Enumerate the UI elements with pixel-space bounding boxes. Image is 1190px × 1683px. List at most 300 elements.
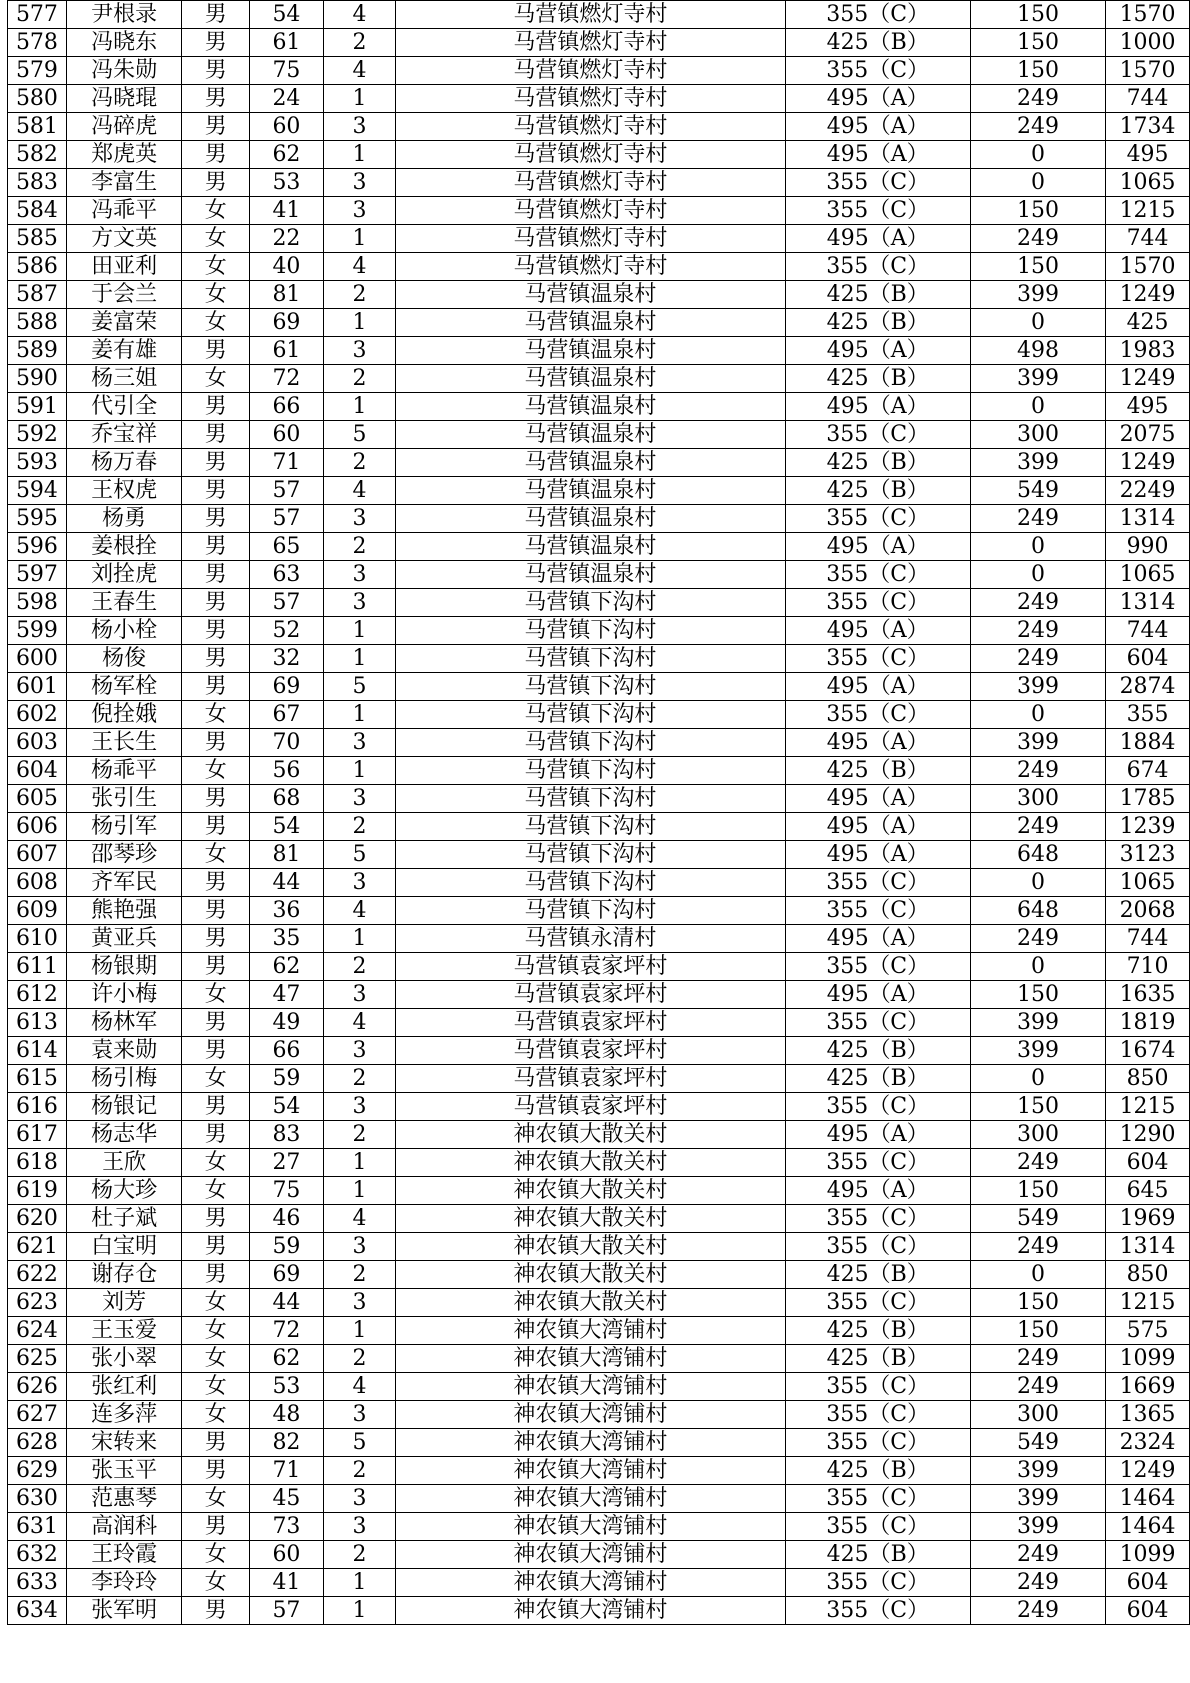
subsidy-cell: 249: [970, 813, 1105, 841]
village-cell: 马营镇燃灯寺村: [396, 85, 785, 113]
standard-level-cell: 425（B）: [785, 1065, 970, 1093]
age-cell: 54: [250, 813, 324, 841]
name-cell: 刘芳: [66, 1289, 182, 1317]
age-cell: 44: [250, 1289, 324, 1317]
serial-number-cell: 608: [8, 869, 67, 897]
subsidy-cell: 549: [970, 1205, 1105, 1233]
gender-cell: 男: [182, 785, 250, 813]
table-row: [8, 729, 1190, 757]
subsidy-cell: 0: [970, 169, 1105, 197]
serial-number-cell: 625: [8, 1345, 67, 1373]
subsidy-cell: 150: [970, 1289, 1105, 1317]
name-cell: 王春生: [66, 589, 182, 617]
village-cell: 马营镇温泉村: [396, 561, 785, 589]
village-cell: 马营镇温泉村: [396, 309, 785, 337]
table-row: [8, 1149, 1190, 1177]
age-cell: 67: [250, 701, 324, 729]
total-cell: 604: [1106, 1569, 1190, 1597]
household-size-cell: 2: [323, 1541, 396, 1569]
age-cell: 75: [250, 1177, 324, 1205]
subsidy-cell: 0: [970, 309, 1105, 337]
name-cell: 王长生: [66, 729, 182, 757]
gender-cell: 男: [182, 813, 250, 841]
total-cell: 2068: [1106, 897, 1190, 925]
serial-number-cell: 628: [8, 1429, 67, 1457]
table-row: [8, 85, 1190, 113]
household-size-cell: 2: [323, 449, 396, 477]
village-cell: 马营镇燃灯寺村: [396, 169, 785, 197]
serial-number-cell: 633: [8, 1569, 67, 1597]
household-size-cell: 2: [323, 1261, 396, 1289]
subsidy-cell: 249: [970, 1373, 1105, 1401]
standard-level-cell: 495（A）: [785, 925, 970, 953]
subsidy-cell: 498: [970, 337, 1105, 365]
total-cell: 495: [1106, 393, 1190, 421]
table-row: [8, 1009, 1190, 1037]
table-row: [8, 785, 1190, 813]
household-size-cell: 2: [323, 365, 396, 393]
serial-number-cell: 583: [8, 169, 67, 197]
household-size-cell: 1: [323, 309, 396, 337]
standard-level-cell: 425（B）: [785, 1317, 970, 1345]
total-cell: 1000: [1106, 29, 1190, 57]
gender-cell: 男: [182, 1429, 250, 1457]
gender-cell: 男: [182, 645, 250, 673]
age-cell: 59: [250, 1233, 324, 1261]
table-row: [8, 477, 1190, 505]
name-cell: 刘拴虎: [66, 561, 182, 589]
subsidy-cell: 399: [970, 1513, 1105, 1541]
name-cell: 袁来勋: [66, 1037, 182, 1065]
total-cell: 1635: [1106, 981, 1190, 1009]
age-cell: 69: [250, 1261, 324, 1289]
gender-cell: 男: [182, 477, 250, 505]
serial-number-cell: 596: [8, 533, 67, 561]
standard-level-cell: 355（C）: [785, 197, 970, 225]
village-cell: 马营镇燃灯寺村: [396, 113, 785, 141]
age-cell: 72: [250, 365, 324, 393]
serial-number-cell: 615: [8, 1065, 67, 1093]
gender-cell: 男: [182, 925, 250, 953]
age-cell: 66: [250, 393, 324, 421]
serial-number-cell: 604: [8, 757, 67, 785]
gender-cell: 男: [182, 673, 250, 701]
serial-number-cell: 599: [8, 617, 67, 645]
gender-cell: 男: [182, 1, 250, 29]
subsidy-cell: 150: [970, 1093, 1105, 1121]
standard-level-cell: 425（B）: [785, 1457, 970, 1485]
name-cell: 张军明: [66, 1597, 182, 1625]
table-row: [8, 1401, 1190, 1429]
name-cell: 姜有雄: [66, 337, 182, 365]
total-cell: 3123: [1106, 841, 1190, 869]
age-cell: 72: [250, 1317, 324, 1345]
name-cell: 冯晓东: [66, 29, 182, 57]
household-size-cell: 3: [323, 561, 396, 589]
standard-level-cell: 425（B）: [785, 1037, 970, 1065]
subsidy-cell: 249: [970, 617, 1105, 645]
serial-number-cell: 632: [8, 1541, 67, 1569]
standard-level-cell: 355（C）: [785, 897, 970, 925]
village-cell: 神农镇大湾铺村: [396, 1597, 785, 1625]
household-size-cell: 3: [323, 785, 396, 813]
table-row: [8, 253, 1190, 281]
table-row: [8, 1261, 1190, 1289]
village-cell: 马营镇袁家坪村: [396, 1009, 785, 1037]
standard-level-cell: 495（A）: [785, 813, 970, 841]
subsidy-cell: 249: [970, 1569, 1105, 1597]
subsidy-cell: 150: [970, 253, 1105, 281]
age-cell: 47: [250, 981, 324, 1009]
age-cell: 36: [250, 897, 324, 925]
standard-level-cell: 355（C）: [785, 1205, 970, 1233]
household-size-cell: 1: [323, 85, 396, 113]
total-cell: 850: [1106, 1261, 1190, 1289]
serial-number-cell: 622: [8, 1261, 67, 1289]
total-cell: 710: [1106, 953, 1190, 981]
subsidy-cell: 150: [970, 981, 1105, 1009]
household-size-cell: 5: [323, 421, 396, 449]
age-cell: 54: [250, 1, 324, 29]
name-cell: 杨军栓: [66, 673, 182, 701]
household-size-cell: 2: [323, 29, 396, 57]
standard-level-cell: 495（A）: [785, 617, 970, 645]
standard-level-cell: 355（C）: [785, 561, 970, 589]
serial-number-cell: 611: [8, 953, 67, 981]
household-size-cell: 4: [323, 253, 396, 281]
household-size-cell: 1: [323, 1149, 396, 1177]
serial-number-cell: 629: [8, 1457, 67, 1485]
gender-cell: 女: [182, 1317, 250, 1345]
standard-level-cell: 495（A）: [785, 841, 970, 869]
subsidy-cell: 399: [970, 1009, 1105, 1037]
name-cell: 冯乖平: [66, 197, 182, 225]
age-cell: 27: [250, 1149, 324, 1177]
subsidy-cell: 0: [970, 869, 1105, 897]
serial-number-cell: 588: [8, 309, 67, 337]
total-cell: 1249: [1106, 1457, 1190, 1485]
household-size-cell: 3: [323, 1289, 396, 1317]
village-cell: 马营镇下沟村: [396, 729, 785, 757]
household-size-cell: 2: [323, 813, 396, 841]
table-row: [8, 449, 1190, 477]
name-cell: 谢存仓: [66, 1261, 182, 1289]
name-cell: 李玲玲: [66, 1569, 182, 1597]
household-size-cell: 1: [323, 757, 396, 785]
village-cell: 马营镇下沟村: [396, 897, 785, 925]
serial-number-cell: 612: [8, 981, 67, 1009]
name-cell: 齐军民: [66, 869, 182, 897]
household-size-cell: 1: [323, 1597, 396, 1625]
gender-cell: 男: [182, 337, 250, 365]
age-cell: 81: [250, 281, 324, 309]
serial-number-cell: 600: [8, 645, 67, 673]
village-cell: 马营镇温泉村: [396, 365, 785, 393]
standard-level-cell: 425（B）: [785, 477, 970, 505]
age-cell: 66: [250, 1037, 324, 1065]
name-cell: 杜子斌: [66, 1205, 182, 1233]
table-row: [8, 365, 1190, 393]
total-cell: 1464: [1106, 1513, 1190, 1541]
standard-level-cell: 355（C）: [785, 1009, 970, 1037]
serial-number-cell: 603: [8, 729, 67, 757]
household-size-cell: 2: [323, 1121, 396, 1149]
household-size-cell: 1: [323, 141, 396, 169]
total-cell: 425: [1106, 309, 1190, 337]
gender-cell: 男: [182, 1121, 250, 1149]
table-row: [8, 393, 1190, 421]
village-cell: 马营镇燃灯寺村: [396, 29, 785, 57]
subsidy-cell: 300: [970, 421, 1105, 449]
household-size-cell: 3: [323, 729, 396, 757]
village-cell: 马营镇温泉村: [396, 393, 785, 421]
gender-cell: 女: [182, 253, 250, 281]
standard-level-cell: 355（C）: [785, 169, 970, 197]
table-row: [8, 981, 1190, 1009]
age-cell: 41: [250, 1569, 324, 1597]
household-size-cell: 2: [323, 953, 396, 981]
table-row: [8, 617, 1190, 645]
table-row: [8, 1345, 1190, 1373]
subsidy-cell: 249: [970, 85, 1105, 113]
name-cell: 张引生: [66, 785, 182, 813]
age-cell: 75: [250, 57, 324, 85]
name-cell: 熊艳强: [66, 897, 182, 925]
name-cell: 杨三姐: [66, 365, 182, 393]
gender-cell: 女: [182, 981, 250, 1009]
village-cell: 神农镇大湾铺村: [396, 1457, 785, 1485]
serial-number-cell: 589: [8, 337, 67, 365]
table-row: [8, 925, 1190, 953]
total-cell: 1464: [1106, 1485, 1190, 1513]
subsidy-cell: 399: [970, 281, 1105, 309]
age-cell: 53: [250, 169, 324, 197]
gender-cell: 女: [182, 1541, 250, 1569]
village-cell: 神农镇大湾铺村: [396, 1541, 785, 1569]
subsidy-cell: 0: [970, 533, 1105, 561]
village-cell: 神农镇大湾铺村: [396, 1373, 785, 1401]
gender-cell: 女: [182, 365, 250, 393]
serial-number-cell: 592: [8, 421, 67, 449]
standard-level-cell: 355（C）: [785, 505, 970, 533]
age-cell: 69: [250, 673, 324, 701]
village-cell: 马营镇下沟村: [396, 841, 785, 869]
household-size-cell: 5: [323, 841, 396, 869]
serial-number-cell: 586: [8, 253, 67, 281]
standard-level-cell: 355（C）: [785, 1401, 970, 1429]
table-row: [8, 1457, 1190, 1485]
total-cell: 744: [1106, 925, 1190, 953]
standard-level-cell: 495（A）: [785, 113, 970, 141]
serial-number-cell: 601: [8, 673, 67, 701]
name-cell: 姜根拴: [66, 533, 182, 561]
age-cell: 32: [250, 645, 324, 673]
age-cell: 68: [250, 785, 324, 813]
name-cell: 杨大珍: [66, 1177, 182, 1205]
table-row: [8, 1289, 1190, 1317]
subsidy-cell: 249: [970, 1345, 1105, 1373]
village-cell: 马营镇袁家坪村: [396, 953, 785, 981]
subsidy-cell: 150: [970, 197, 1105, 225]
total-cell: 1365: [1106, 1401, 1190, 1429]
subsidy-cell: 399: [970, 729, 1105, 757]
standard-level-cell: 425（B）: [785, 309, 970, 337]
total-cell: 1314: [1106, 589, 1190, 617]
serial-number-cell: 605: [8, 785, 67, 813]
name-cell: 张玉平: [66, 1457, 182, 1485]
gender-cell: 男: [182, 169, 250, 197]
gender-cell: 男: [182, 729, 250, 757]
total-cell: 2075: [1106, 421, 1190, 449]
serial-number-cell: 610: [8, 925, 67, 953]
table-row: [8, 1317, 1190, 1345]
total-cell: 744: [1106, 617, 1190, 645]
total-cell: 1065: [1106, 869, 1190, 897]
age-cell: 61: [250, 29, 324, 57]
serial-number-cell: 619: [8, 1177, 67, 1205]
standard-level-cell: 355（C）: [785, 1597, 970, 1625]
gender-cell: 女: [182, 701, 250, 729]
table-body: [8, 1, 1190, 1625]
subsidy-cell: 549: [970, 477, 1105, 505]
village-cell: 马营镇温泉村: [396, 421, 785, 449]
age-cell: 60: [250, 1541, 324, 1569]
gender-cell: 男: [182, 1597, 250, 1625]
name-cell: 杨俊: [66, 645, 182, 673]
serial-number-cell: 626: [8, 1373, 67, 1401]
serial-number-cell: 630: [8, 1485, 67, 1513]
age-cell: 56: [250, 757, 324, 785]
village-cell: 神农镇大散关村: [396, 1205, 785, 1233]
standard-level-cell: 355（C）: [785, 1, 970, 29]
subsidy-cell: 0: [970, 1261, 1105, 1289]
standard-level-cell: 355（C）: [785, 1233, 970, 1261]
gender-cell: 男: [182, 1261, 250, 1289]
name-cell: 郑虎英: [66, 141, 182, 169]
total-cell: 604: [1106, 1149, 1190, 1177]
gender-cell: 男: [182, 1037, 250, 1065]
village-cell: 马营镇下沟村: [396, 785, 785, 813]
table-row: [8, 421, 1190, 449]
table-row: [8, 1205, 1190, 1233]
age-cell: 60: [250, 421, 324, 449]
table-row: [8, 533, 1190, 561]
age-cell: 61: [250, 337, 324, 365]
age-cell: 57: [250, 1597, 324, 1625]
village-cell: 马营镇温泉村: [396, 337, 785, 365]
gender-cell: 女: [182, 1401, 250, 1429]
village-cell: 马营镇下沟村: [396, 589, 785, 617]
total-cell: 1249: [1106, 365, 1190, 393]
table-row: [8, 57, 1190, 85]
name-cell: 杨勇: [66, 505, 182, 533]
household-size-cell: 1: [323, 617, 396, 645]
serial-number-cell: 631: [8, 1513, 67, 1541]
name-cell: 杨乖平: [66, 757, 182, 785]
total-cell: 1570: [1106, 1, 1190, 29]
name-cell: 田亚利: [66, 253, 182, 281]
total-cell: 674: [1106, 757, 1190, 785]
subsidy-cell: 399: [970, 1457, 1105, 1485]
subsidy-cell: 399: [970, 673, 1105, 701]
table-row: [8, 1, 1190, 29]
household-size-cell: 2: [323, 1457, 396, 1485]
name-cell: 倪拴娥: [66, 701, 182, 729]
gender-cell: 男: [182, 505, 250, 533]
serial-number-cell: 580: [8, 85, 67, 113]
name-cell: 杨林军: [66, 1009, 182, 1037]
household-size-cell: 4: [323, 1205, 396, 1233]
serial-number-cell: 590: [8, 365, 67, 393]
standard-level-cell: 355（C）: [785, 1289, 970, 1317]
gender-cell: 男: [182, 1093, 250, 1121]
total-cell: 575: [1106, 1317, 1190, 1345]
serial-number-cell: 609: [8, 897, 67, 925]
table-row: [8, 1093, 1190, 1121]
table-row: [8, 1569, 1190, 1597]
table-row: [8, 113, 1190, 141]
age-cell: 54: [250, 1093, 324, 1121]
table-row: [8, 1429, 1190, 1457]
gender-cell: 男: [182, 589, 250, 617]
village-cell: 神农镇大湾铺村: [396, 1401, 785, 1429]
table-row: [8, 1541, 1190, 1569]
household-size-cell: 2: [323, 281, 396, 309]
village-cell: 马营镇温泉村: [396, 281, 785, 309]
household-size-cell: 3: [323, 1037, 396, 1065]
name-cell: 杨志华: [66, 1121, 182, 1149]
village-cell: 神农镇大湾铺村: [396, 1317, 785, 1345]
serial-number-cell: 618: [8, 1149, 67, 1177]
village-cell: 马营镇温泉村: [396, 533, 785, 561]
table-row: [8, 701, 1190, 729]
standard-level-cell: 495（A）: [785, 981, 970, 1009]
village-cell: 马营镇下沟村: [396, 645, 785, 673]
subsidy-cell: 399: [970, 1037, 1105, 1065]
total-cell: 1314: [1106, 1233, 1190, 1261]
standard-level-cell: 355（C）: [785, 589, 970, 617]
subsidy-cell: 648: [970, 841, 1105, 869]
age-cell: 63: [250, 561, 324, 589]
name-cell: 张红利: [66, 1373, 182, 1401]
household-size-cell: 1: [323, 645, 396, 673]
age-cell: 40: [250, 253, 324, 281]
standard-level-cell: 495（A）: [785, 85, 970, 113]
village-cell: 马营镇温泉村: [396, 505, 785, 533]
total-cell: 355: [1106, 701, 1190, 729]
household-size-cell: 4: [323, 1373, 396, 1401]
age-cell: 57: [250, 589, 324, 617]
serial-number-cell: 591: [8, 393, 67, 421]
name-cell: 杨万春: [66, 449, 182, 477]
household-size-cell: 2: [323, 533, 396, 561]
household-size-cell: 5: [323, 673, 396, 701]
serial-number-cell: 602: [8, 701, 67, 729]
gender-cell: 男: [182, 1457, 250, 1485]
subsidy-cell: 150: [970, 57, 1105, 85]
age-cell: 52: [250, 617, 324, 645]
name-cell: 冯朱勋: [66, 57, 182, 85]
total-cell: 1674: [1106, 1037, 1190, 1065]
age-cell: 62: [250, 141, 324, 169]
gender-cell: 女: [182, 1485, 250, 1513]
household-size-cell: 2: [323, 1065, 396, 1093]
village-cell: 神农镇大散关村: [396, 1149, 785, 1177]
gender-cell: 女: [182, 1065, 250, 1093]
name-cell: 冯晓琨: [66, 85, 182, 113]
village-cell: 神农镇大散关村: [396, 1289, 785, 1317]
standard-level-cell: 495（A）: [785, 729, 970, 757]
